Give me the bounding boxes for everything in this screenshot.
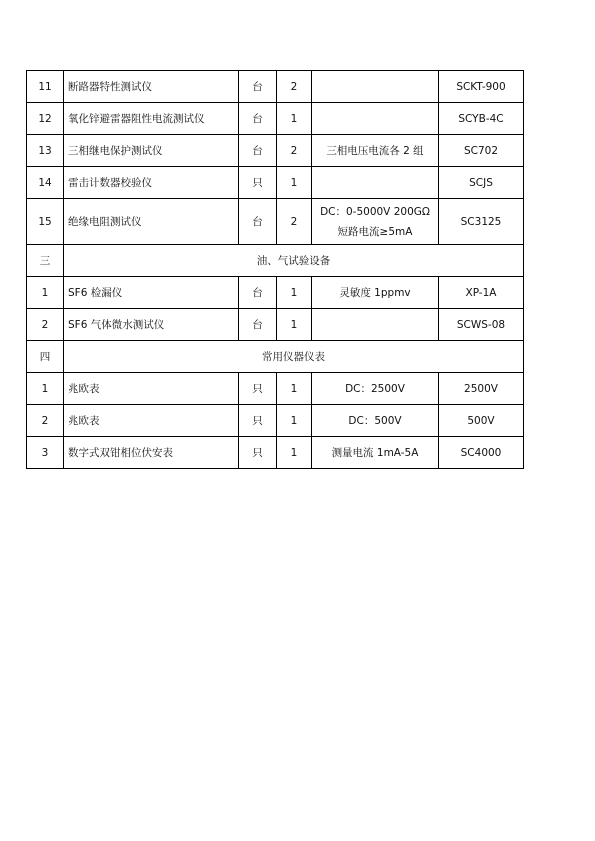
row-number: 12 [27,103,64,135]
section-number: 四 [27,341,64,373]
unit-cell: 台 [239,71,277,103]
quantity-cell: 2 [277,135,312,167]
equipment-name: 兆欧表 [64,373,239,405]
table-row [27,309,524,341]
row-number: 14 [27,167,64,199]
equipment-name: 数字式双钳相位伏安表 [64,437,239,469]
spec-cell [312,167,439,199]
spec-cell: 三相电压电流各 2 组 [312,135,439,167]
model-cell: SC4000 [439,437,524,469]
row-number: 13 [27,135,64,167]
quantity-cell: 1 [277,373,312,405]
model-cell: SCWS-08 [439,309,524,341]
spec-cell: DC：2500V [312,373,439,405]
spec-line: 短路电流≥5mA [337,225,413,238]
spec-cell [312,71,439,103]
row-number: 2 [27,405,64,437]
table-row [27,103,524,135]
equipment-name: 雷击计数器校验仪 [64,167,239,199]
section-header-row [27,245,524,277]
spec-cell: DC：500V [312,405,439,437]
table-row [27,373,524,405]
quantity-cell: 1 [277,437,312,469]
model-cell: SC702 [439,135,524,167]
row-number: 11 [27,71,64,103]
unit-cell: 台 [239,309,277,341]
quantity-cell: 2 [277,71,312,103]
quantity-cell: 1 [277,277,312,309]
equipment-name: 兆欧表 [64,405,239,437]
spec-cell [312,309,439,341]
row-number: 3 [27,437,64,469]
unit-cell: 台 [239,277,277,309]
unit-cell: 只 [239,373,277,405]
spec-cell [312,199,439,245]
quantity-cell: 1 [277,167,312,199]
model-cell: SCKT-900 [439,71,524,103]
equipment-name: SF6 检漏仪 [64,277,239,309]
quantity-cell: 1 [277,103,312,135]
equipment-name: 氧化锌避雷器阻性电流测试仪 [64,103,239,135]
spec-cell: 测量电流 1mA-5A [312,437,439,469]
table-row [27,437,524,469]
row-number: 2 [27,309,64,341]
section-title: 常用仪器仪表 [64,341,524,373]
spec-cell: 灵敏度 1ppmv [312,277,439,309]
model-cell: XP-1A [439,277,524,309]
equipment-name: 绝缘电阻测试仪 [64,199,239,245]
equipment-table [26,70,524,469]
quantity-cell: 1 [277,309,312,341]
table-row [27,135,524,167]
model-cell: 2500V [439,373,524,405]
unit-cell: 只 [239,437,277,469]
section-header-row [27,341,524,373]
table-row [27,199,524,245]
equipment-name: SF6 气体微水测试仪 [64,309,239,341]
section-number: 三 [27,245,64,277]
table-row [27,277,524,309]
row-number: 1 [27,277,64,309]
unit-cell: 只 [239,167,277,199]
unit-cell: 台 [239,135,277,167]
model-cell: SC3125 [439,199,524,245]
quantity-cell: 1 [277,405,312,437]
model-cell: SCJS [439,167,524,199]
table-row [27,71,524,103]
equipment-name: 断路器特性测试仪 [64,71,239,103]
model-cell: 500V [439,405,524,437]
unit-cell: 台 [239,199,277,245]
quantity-cell: 2 [277,199,312,245]
table-row [27,167,524,199]
table-row [27,405,524,437]
spec-cell [312,103,439,135]
unit-cell: 只 [239,405,277,437]
equipment-name: 三相继电保护测试仪 [64,135,239,167]
row-number: 15 [27,199,64,245]
unit-cell: 台 [239,103,277,135]
row-number: 1 [27,373,64,405]
section-title: 油、气试验设备 [64,245,524,277]
spec-line: DC：0-5000V 200GΩ [320,205,430,218]
model-cell: SCYB-4C [439,103,524,135]
